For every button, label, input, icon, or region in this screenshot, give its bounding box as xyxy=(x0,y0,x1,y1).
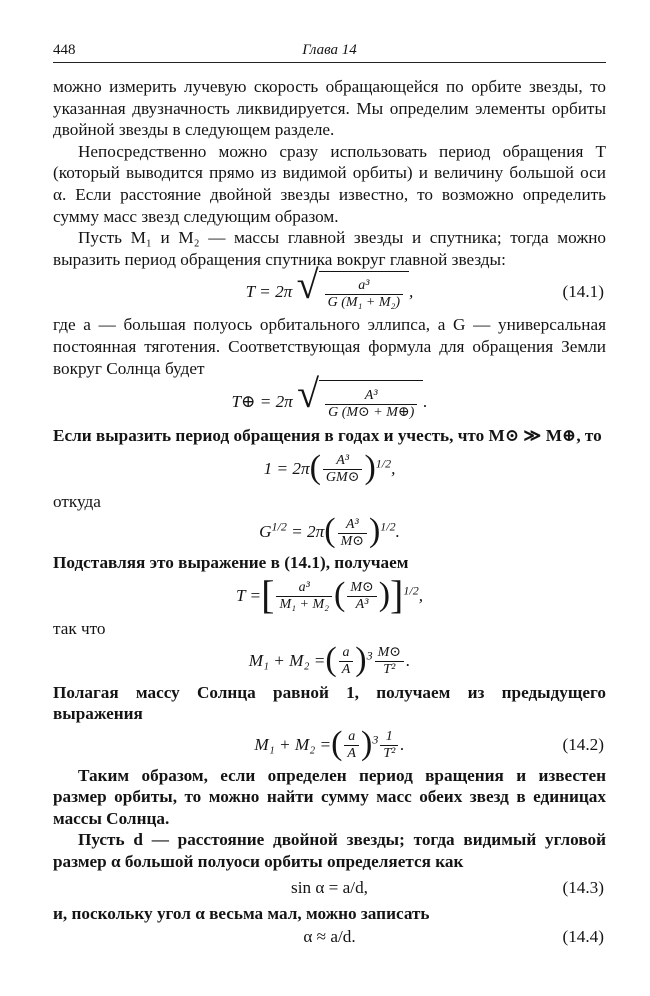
eq6-lhs: M₁ + M₂ = xyxy=(248,650,326,670)
eq7-lhs: M₁ + M₂ = xyxy=(254,734,332,754)
page-number: 448 xyxy=(53,42,76,58)
eq7-pow: 3 xyxy=(372,731,379,746)
paragraph-12: и, поскольку угол α весьма мал, можно записать xyxy=(53,903,430,923)
equation-5: T =[ $\frac{\text{a³}}{\text{M₁ + M₂}}$ ( $\frac{M⊙}{\text{A³}}$ )]$^{1/2}$, xyxy=(235,571,424,617)
eq4-lhs: G xyxy=(259,522,272,542)
eq2-num: A³ xyxy=(364,388,378,404)
eq1-den: G (M₁ + M₂) xyxy=(325,294,403,311)
eq5-tail: , xyxy=(418,585,424,605)
eq2-sqrt: √ $\frac{\text{A³}}{G (M⊙ + M\oplus)}$ xyxy=(297,380,423,427)
eq7-num1: a xyxy=(348,729,356,745)
eq3-exp: 1/2 xyxy=(375,455,392,470)
eq4-den: M⊙ xyxy=(338,533,367,550)
paragraph-2: Непосредственно можно сразу использовать период обращения T (который выводится прямо из видимой орбиты) и величину большой оси α. Если расстояние двойной звезды известно, то возможно определить сумму масс звезд следующим образом. xyxy=(53,141,606,226)
eq5-den2: A³ xyxy=(347,596,376,613)
paragraph-6: откуда xyxy=(53,491,101,511)
eq5-num1: a³ xyxy=(298,580,310,596)
eq7-num2: 1 xyxy=(385,729,393,745)
equation-6: M₁ + M₂ =( $\frac{a}{A}$ )$^3$ $\frac{M⊙}{\text{T²}}$ . xyxy=(248,640,411,678)
equation-14-4 xyxy=(53,924,606,950)
eq4-lhs-exp: 1/2 xyxy=(271,519,287,534)
eq6-tail: . xyxy=(406,650,411,670)
paragraph-5: Если выразить период обращения в годах и учесть, что M⊙ ≫ M⊕, то xyxy=(53,426,602,446)
eq6-den2: T² xyxy=(375,661,404,678)
paragraph-11: Пусть d — расстояние двойной звезды; тогда видимый угловой размер α большой полуоси орбиты определяется как xyxy=(53,830,606,872)
eq3-lhs: 1 = 2π xyxy=(263,458,310,478)
eq3-den: GM⊙ xyxy=(323,469,363,486)
paragraph-1: можно измерить лучевую скорость обращающейся по орбите звезды, то указанная двузначность ликвидируется. Мы определим элементы орбиты двойной звезды в следующем разделе. xyxy=(53,77,606,140)
eq4-exp: 1/2 xyxy=(380,519,396,534)
equation-4: $G^{1/2} = 2\pi$( $\frac{\text{A³}}{M⊙}$ )$^{1/2}$. xyxy=(259,512,400,550)
page-header xyxy=(53,38,606,63)
eq1-sqrt: √ $\frac{\text{a³}}{\text{G (M₁ + M₂)}}$ xyxy=(297,271,409,316)
equation-3: 1 = 2π( $\frac{\text{A³}}{GM⊙}$ )$^{1/2}$, xyxy=(263,448,396,486)
eq9-number: (14.4) xyxy=(562,927,604,947)
eq4-mid: = 2π xyxy=(291,522,325,542)
paragraph-4: где a — большая полуось орбитального эллипса, а G — универсальная постоянная тяготения. Соответствующая формула для обращения Земли вокруг Солнца будет xyxy=(53,315,606,378)
eq2-tail: . xyxy=(423,392,428,412)
paragraph-7: Подставляя это выражение в (14.1), получаем xyxy=(53,553,409,573)
eq7-tail: . xyxy=(400,734,405,754)
eq7-den2: T² xyxy=(380,745,398,762)
paragraph-3: Пусть M₁ и M₂ — массы главной звезды и спутника; тогда можно выразить период обращения спутника вокруг главной звезды: xyxy=(53,228,606,269)
paragraph-8: так что xyxy=(53,618,106,638)
chapter-title: Глава 14 xyxy=(302,42,357,58)
eq3-tail: , xyxy=(391,458,396,478)
page-body xyxy=(53,76,606,950)
equation-14-3 xyxy=(53,873,606,903)
eq3-num: A³ xyxy=(336,453,350,469)
eq1-lhs: T = 2π xyxy=(245,282,293,302)
eq1-tail: , xyxy=(409,282,414,302)
eq6-pow: 3 xyxy=(366,647,373,662)
equation-14-2: M₁ + M₂ =( $\frac{a}{A}$ )$^3$ $\frac{1}{\text{T²}}$ . (14.2) xyxy=(53,725,606,765)
eq5-num2: M⊙ xyxy=(350,580,374,596)
equation-14-1 xyxy=(53,261,606,314)
eq7-number: (14.2) xyxy=(562,734,604,754)
equation-earth xyxy=(53,370,606,425)
eq4-num: A³ xyxy=(345,516,359,532)
eq6-num2: M⊙ xyxy=(377,645,401,661)
eq5-lhs: T = xyxy=(235,585,262,605)
eq8-number: (14.3) xyxy=(562,877,604,897)
eq1-number: (14.1) xyxy=(562,282,604,302)
eq5-exp: 1/2 xyxy=(403,583,419,598)
eq9-expr: α ≈ a/d. xyxy=(303,927,356,947)
eq4-tail: . xyxy=(395,522,400,542)
paragraph-10: Таким образом, если определен период вращения и известен размер орбиты, то можно найти сумму масс обеих звезд в единицах массы Солнца. xyxy=(53,765,606,828)
eq1-num: a³ xyxy=(358,278,370,294)
eq7-den1: A xyxy=(344,745,359,762)
eq6-num1: a xyxy=(342,645,350,661)
eq2-den: G (M⊙ + M⊕) xyxy=(325,404,417,421)
eq5-den1: M₁ + M₂ xyxy=(276,596,332,613)
eq6-den1: A xyxy=(339,661,354,678)
eq8-expr: sin α = a/d, xyxy=(291,877,368,897)
paragraph-9: Полагая массу Солнца равной 1, получаем из предыдущего выражения xyxy=(53,682,606,724)
eq2-lhs: T⊕ = 2π xyxy=(231,392,293,412)
